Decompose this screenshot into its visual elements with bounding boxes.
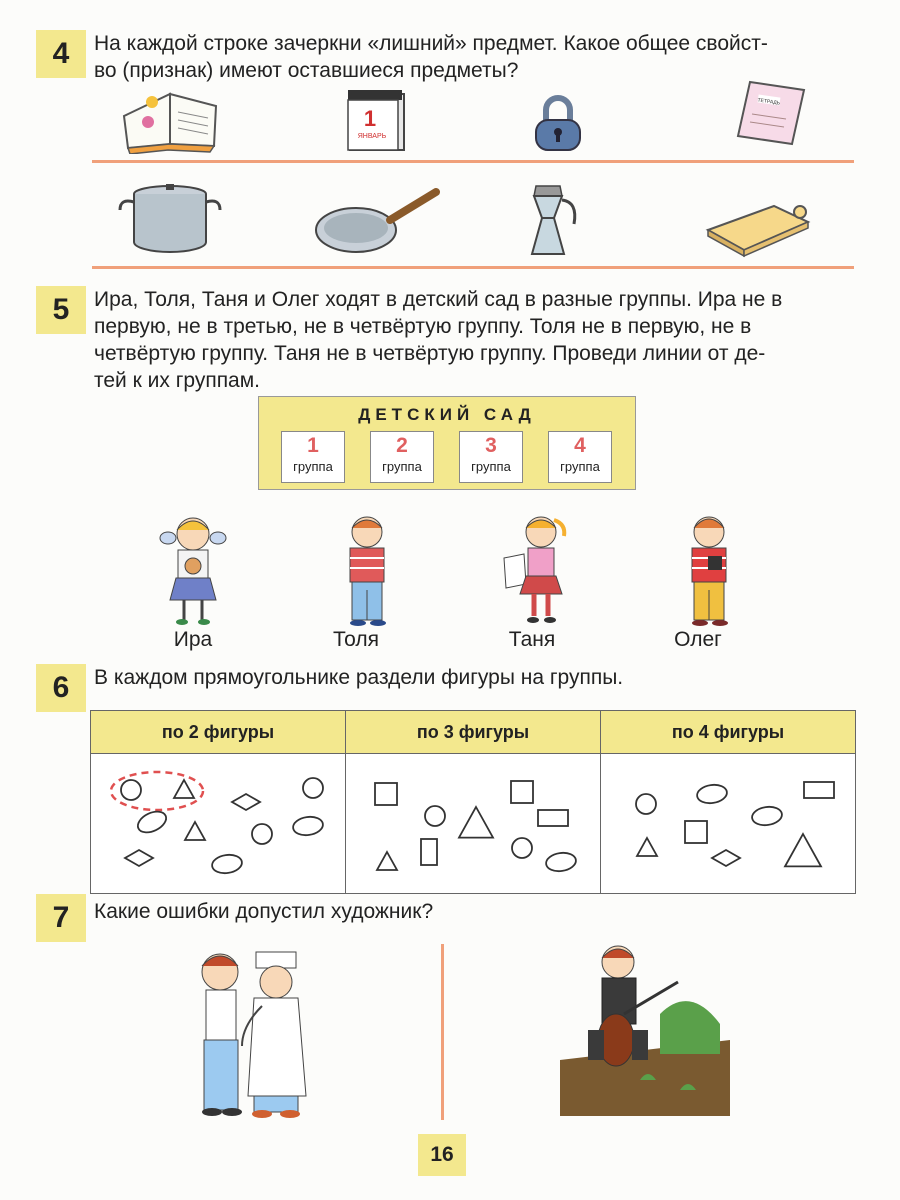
circle-shape[interactable]: [121, 780, 141, 800]
group-label: группа: [471, 459, 511, 474]
group-label: группа: [560, 459, 600, 474]
frying-pan-icon[interactable]: [312, 186, 442, 258]
task-4-line-2: во (признак) имеют оставшиеся предметы?: [94, 59, 519, 82]
child-ira-figure[interactable]: [148, 512, 238, 630]
group-2-box[interactable]: [370, 431, 434, 483]
child-tolya-figure[interactable]: [322, 512, 412, 630]
circle-shape[interactable]: [512, 838, 532, 858]
row-divider-2: [92, 266, 854, 269]
group-label: группа: [293, 459, 333, 474]
coffee-pot-icon[interactable]: [524, 184, 584, 258]
diamond-shape[interactable]: [232, 794, 260, 810]
triangle-shape[interactable]: [174, 780, 194, 798]
task-6-text: В каждом прямоугольнике раздели фигуры на группы.: [94, 666, 624, 689]
triangle-shape[interactable]: [185, 822, 205, 840]
task-number-4: 4: [36, 30, 86, 78]
shapes-table: [90, 710, 856, 894]
shapes-cell-groups-of-2[interactable]: [91, 754, 346, 894]
kindergarten-panel: [258, 396, 636, 490]
notebook-label: ТЕТРАДЬ: [757, 97, 781, 107]
child-tanya-figure[interactable]: [496, 512, 586, 630]
child-oleg-figure[interactable]: [664, 512, 754, 630]
circle-shape[interactable]: [636, 794, 656, 814]
ellipse-shape[interactable]: [751, 805, 783, 827]
row-divider-1: [92, 160, 854, 163]
task-5-line-2: первую, не в третью, не в четвёртую группу. Толя не в первую, не в: [94, 315, 752, 338]
group-number: 1: [307, 434, 319, 457]
child-name-tanya: Таня: [508, 628, 556, 651]
shapes-area-3[interactable]: [601, 754, 855, 888]
cutting-board-icon[interactable]: [704, 200, 814, 260]
pot-icon[interactable]: [116, 180, 224, 256]
square-shape[interactable]: [685, 821, 707, 843]
rectangle-shape[interactable]: [421, 839, 437, 865]
shapes-area-2[interactable]: [346, 754, 600, 888]
ellipse-shape[interactable]: [545, 851, 577, 873]
task-number-7: 7: [36, 894, 86, 942]
group-number: 4: [574, 434, 586, 457]
group-label: группа: [382, 459, 422, 474]
book-icon[interactable]: [120, 84, 222, 154]
task-5-line-3: четвёртую группу. Таня не в четвёртую группу. Проведи линии от де-: [94, 342, 766, 365]
triangle-shape[interactable]: [377, 852, 397, 870]
child-name-tolya: Толя: [332, 628, 380, 651]
task-number-6: 6: [36, 664, 86, 712]
cellist-in-garden-illustration[interactable]: [560, 940, 730, 1116]
shapes-area-1[interactable]: [91, 754, 345, 888]
task-7-text: Какие ошибки допустил художник?: [94, 900, 434, 923]
triangle-shape[interactable]: [637, 838, 657, 856]
circle-shape[interactable]: [252, 824, 272, 844]
header-groups-of-3: по 3 фигуры: [346, 711, 601, 754]
circle-shape[interactable]: [425, 806, 445, 826]
task-5-line-4: тей к их группам.: [94, 369, 261, 392]
header-groups-of-4: по 4 фигуры: [601, 711, 856, 754]
page-number: 16: [418, 1134, 466, 1176]
group-number: 2: [396, 434, 408, 457]
group-1-box[interactable]: [281, 431, 345, 483]
diamond-shape[interactable]: [125, 850, 153, 866]
ellipse-shape[interactable]: [135, 808, 170, 837]
illustration-divider: [441, 944, 444, 1120]
child-name-oleg: Олег: [674, 628, 722, 651]
child-name-ira: Ира: [173, 628, 213, 651]
shapes-cell-groups-of-3[interactable]: [346, 754, 601, 894]
header-groups-of-2: по 2 фигуры: [91, 711, 346, 754]
ellipse-shape[interactable]: [696, 783, 728, 805]
triangle-shape[interactable]: [459, 807, 493, 838]
padlock-icon[interactable]: [530, 94, 586, 154]
group-3-box[interactable]: [459, 431, 523, 483]
group-4-box[interactable]: [548, 431, 612, 483]
square-shape[interactable]: [511, 781, 533, 803]
square-shape[interactable]: [375, 783, 397, 805]
task-number-5: 5: [36, 286, 86, 334]
calendar-month: ЯНВАРЬ: [357, 133, 387, 140]
calendar-icon[interactable]: [340, 88, 410, 156]
triangle-shape[interactable]: [785, 834, 821, 866]
task-4-text: [94, 30, 768, 84]
ellipse-shape[interactable]: [211, 853, 243, 875]
doctor-and-patient-illustration[interactable]: [182, 946, 332, 1118]
notebook-icon[interactable]: [736, 80, 806, 146]
task-5-line-1: Ира, Толя, Таня и Олег ходят в детский сад в разные группы. Ира не в: [94, 288, 783, 311]
diamond-shape[interactable]: [712, 850, 740, 866]
group-number: 3: [485, 434, 497, 457]
task-5-text: [94, 286, 782, 394]
rectangle-shape[interactable]: [538, 810, 568, 826]
calendar-day: 1: [363, 106, 377, 131]
shapes-cell-groups-of-4[interactable]: [601, 754, 856, 894]
task-4-line-1: На каждой строке зачеркни «лишний» предмет. Какое общее свойст-: [94, 32, 768, 55]
ellipse-shape[interactable]: [292, 815, 324, 837]
circle-shape[interactable]: [303, 778, 323, 798]
rectangle-shape[interactable]: [804, 782, 834, 798]
kindergarten-title: ДЕТСКИЙ САД: [358, 405, 536, 424]
